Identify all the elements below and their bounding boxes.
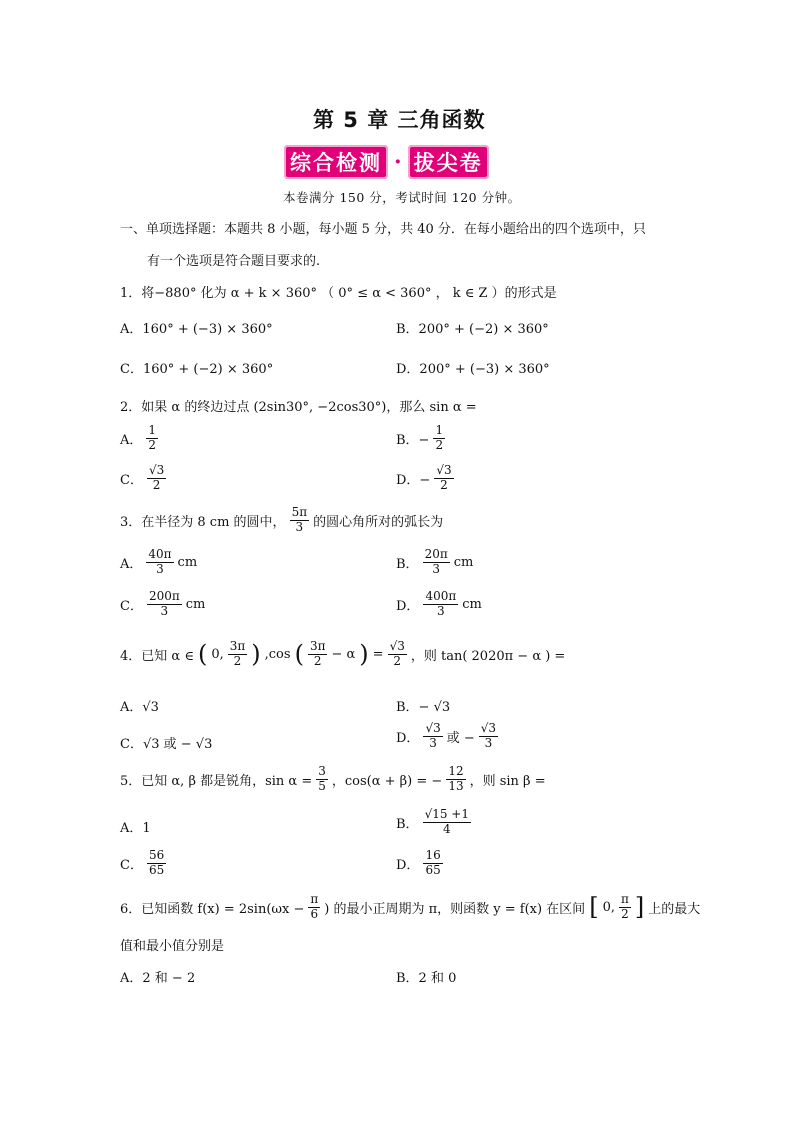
denominator: 2	[393, 653, 402, 668]
banner-right: 拔尖卷	[408, 145, 489, 179]
option-label: B．	[396, 816, 419, 832]
unit: cm	[177, 554, 198, 570]
question-2-stem: 2．如果 α 的终边过点 (2sin30°, −2cos30°)，那么 sin α =	[120, 400, 477, 415]
question-5-stem	[120, 765, 546, 794]
option-label: C．	[120, 472, 143, 488]
question-3-option-c[interactable]	[120, 590, 205, 619]
fraction	[147, 590, 182, 619]
question-6-option-b[interactable]: B．2 和 0	[396, 971, 457, 986]
numerator: π	[310, 892, 319, 906]
stem-text: ，则 sin β =	[469, 773, 546, 789]
fraction	[388, 640, 407, 669]
denominator: 4	[442, 821, 451, 836]
numerator: 20π	[424, 547, 448, 561]
denominator: 2	[233, 653, 242, 668]
fraction	[308, 640, 328, 669]
question-1-stem: 1．将−880° 化为 α + k × 360° （ 0° ≤ α < 360° ， k ∈ Z ）的形式是	[120, 286, 557, 301]
stem-text: 4．已知 α ∈	[120, 648, 194, 664]
or-text: 或 −	[446, 730, 475, 746]
right-bracket: ]	[634, 893, 645, 922]
numerator: 1	[435, 423, 444, 437]
option-label: D．	[396, 730, 420, 746]
option-label: B．	[396, 556, 419, 572]
question-3-stem	[120, 506, 443, 535]
fraction	[228, 640, 248, 669]
stem-text: ) 的最小正周期为 π，则函数 y = f(x) 在区间	[324, 901, 586, 917]
denominator: 2	[152, 477, 161, 492]
question-1-option-a[interactable]: A．160° + (−3) × 360°	[120, 322, 273, 337]
denominator: 3	[429, 735, 437, 750]
question-1-option-b[interactable]: B．200° + (−2) × 360°	[396, 322, 549, 337]
denominator: 3	[160, 603, 169, 618]
denominator: 2	[621, 906, 629, 921]
numerator: 5π	[291, 505, 308, 519]
fraction	[316, 765, 328, 794]
unit: cm	[185, 596, 206, 612]
stem-text: ，cos(α + β) = −	[331, 773, 443, 789]
question-5-option-d[interactable]	[396, 849, 443, 878]
question-6-stem-line2: 值和最小值分别是	[120, 939, 225, 954]
question-3-option-b[interactable]	[396, 548, 473, 577]
question-2-option-a[interactable]	[120, 424, 158, 453]
fraction	[479, 722, 498, 751]
numerator: √3	[389, 639, 405, 653]
fraction	[619, 893, 631, 922]
section-heading: 一、单项选择题：本题共 8 小题，每小题 5 分，共 40 分．在每小题给出的四个选项中，只	[120, 222, 646, 237]
question-5-option-b[interactable]	[396, 808, 471, 837]
left-paren: (	[197, 640, 208, 669]
denominator: 2	[440, 477, 448, 492]
question-3-option-a[interactable]	[120, 548, 197, 577]
fraction	[146, 424, 158, 453]
option-label: D．−	[396, 472, 431, 488]
fraction	[308, 893, 320, 922]
denominator: 6	[310, 906, 319, 921]
left-paren: (	[294, 640, 304, 669]
banner-dot: ·	[394, 149, 402, 175]
question-1-option-c[interactable]: C．160° + (−2) × 360°	[120, 362, 274, 377]
stem-text: 0,	[602, 899, 615, 915]
fraction	[147, 464, 166, 493]
numerator: 12	[448, 764, 464, 778]
numerator: √3	[425, 721, 441, 735]
question-4-stem	[120, 640, 565, 669]
option-label: D．	[396, 857, 420, 873]
fraction	[423, 849, 442, 878]
question-1-option-d[interactable]: D．200° + (−3) × 360°	[396, 362, 550, 377]
question-3-option-d[interactable]	[396, 590, 482, 619]
right-paren: )	[359, 640, 369, 669]
question-4-option-c[interactable]: C．√3 或 − √3	[120, 737, 213, 752]
denominator: 3	[295, 519, 304, 534]
denominator: 13	[448, 778, 464, 793]
fraction	[423, 808, 471, 837]
unit: cm	[462, 596, 482, 612]
option-label: B．−	[396, 432, 430, 448]
numerator: 3π	[309, 639, 326, 653]
question-5-option-c[interactable]	[120, 849, 166, 878]
question-2-option-c[interactable]	[120, 464, 166, 493]
numerator: 3	[318, 764, 326, 778]
denominator: 3	[437, 603, 445, 618]
denominator: 3	[156, 561, 164, 576]
stem-text: 上的最大	[648, 901, 701, 917]
fraction	[423, 590, 458, 619]
option-label: D．	[396, 598, 420, 614]
unit: cm	[453, 554, 474, 570]
stem-text: 3．在半径为 8 cm 的圆中，	[120, 514, 286, 530]
fraction	[423, 722, 442, 751]
option-label: A．	[120, 432, 143, 448]
numerator: √3	[148, 463, 165, 477]
question-4-option-a[interactable]: A．√3	[120, 700, 159, 715]
fraction	[434, 464, 453, 493]
fraction	[446, 765, 465, 794]
stem-text: − α	[331, 646, 356, 662]
denominator: 2	[435, 437, 444, 452]
question-2-option-d[interactable]	[396, 464, 454, 493]
numerator: 16	[425, 848, 441, 862]
numerator: √3	[480, 721, 497, 735]
numerator: 3π	[229, 639, 246, 653]
stem-text: ,cos	[264, 646, 291, 662]
section-heading-line2: 有一个选项是符合题目要求的.	[147, 254, 321, 269]
numerator: 40π	[148, 547, 172, 561]
denominator: 2	[313, 653, 322, 668]
banner	[284, 145, 489, 179]
question-6-stem	[120, 893, 700, 922]
fraction	[290, 506, 310, 535]
numerator: 1	[148, 423, 157, 437]
option-label: A．	[120, 556, 143, 572]
question-4-option-d[interactable]	[396, 722, 498, 751]
denominator: 3	[484, 735, 493, 750]
numerator: 400π	[425, 589, 457, 603]
stem-text: 0,	[211, 646, 224, 662]
question-5-option-a[interactable]: A．1	[120, 821, 151, 836]
question-2-option-b[interactable]	[396, 424, 445, 453]
stem-text: =	[372, 646, 384, 662]
denominator: 2	[148, 437, 157, 452]
question-4-option-b[interactable]: B．− √3	[396, 700, 451, 715]
fraction	[147, 849, 166, 878]
option-label: C．	[120, 598, 143, 614]
banner-left: 综合检测	[284, 145, 388, 179]
stem-text: ，则 tan( 2020π − α ) =	[410, 648, 566, 664]
stem-text: 5．已知 α, β 都是锐角，sin α =	[120, 773, 313, 789]
numerator: 56	[148, 848, 165, 862]
numerator: π	[620, 892, 629, 906]
fraction	[146, 548, 173, 577]
exam-note: 本卷满分 150 分，考试时间 120 分钟。	[283, 190, 521, 205]
numerator: 200π	[148, 589, 180, 603]
fraction	[433, 424, 445, 453]
left-bracket: [	[589, 893, 599, 922]
denominator: 3	[432, 561, 440, 576]
page-title: 第 5 章 三角函数	[313, 108, 486, 132]
denominator: 65	[148, 862, 165, 877]
right-paren: )	[251, 640, 261, 669]
question-6-option-a[interactable]: A．2 和 − 2	[120, 971, 196, 986]
denominator: 65	[425, 862, 441, 877]
numerator: √15 +1	[424, 807, 469, 821]
stem-text: 的圆心角所对的弧长为	[313, 514, 444, 530]
numerator: √3	[436, 463, 452, 477]
option-label: C．	[120, 857, 143, 873]
denominator: 5	[318, 778, 326, 793]
stem-text: 6．已知函数 f(x) = 2sin(ωx −	[120, 901, 305, 917]
fraction	[423, 548, 450, 577]
